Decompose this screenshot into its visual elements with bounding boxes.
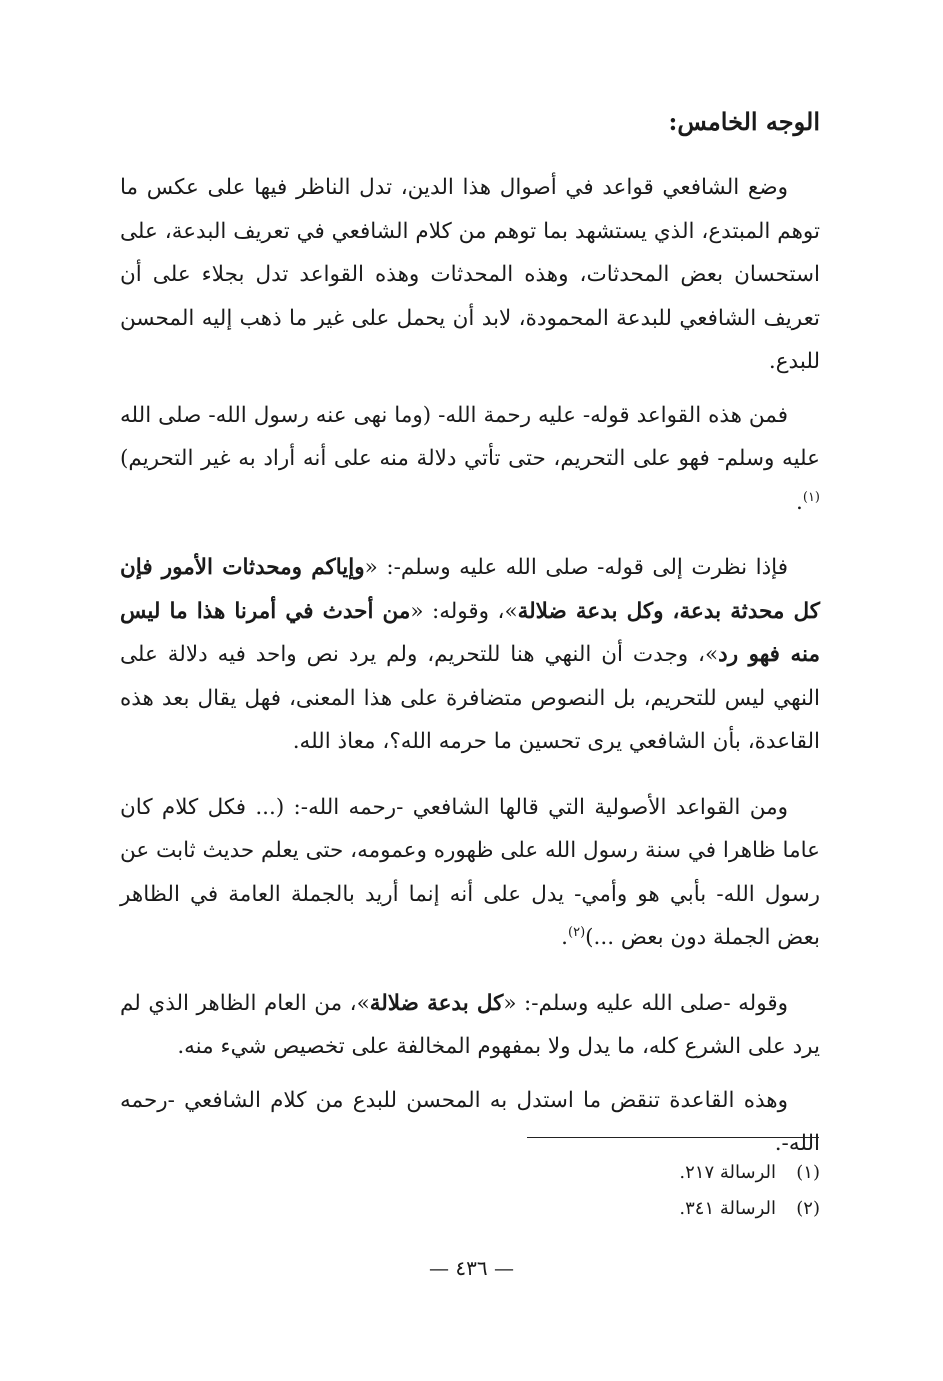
paragraph-2-text: فمن هذه القواعد قوله- عليه رحمة الله- (وما نهى عنه رسول الله- صلى الله عليه وسلم- فهو على التحريم، حتى تأتي دلالة منه على أنه أراد به غير التحريم) [120, 402, 820, 471]
paragraph-6: وهذه القاعدة تنقض ما استدل به المحسن للبدع من كلام الشافعي -رحمه الله-. [120, 1087, 820, 1156]
footnote-item [520, 1191, 820, 1227]
paragraph-4-end: . [561, 925, 569, 950]
paragraph-4-text: ومن القواعد الأصولية التي قالها الشافعي -رحمه الله-: (... فكل كلام كان عاما ظاهرا في سنة رسول الله على ظهوره وعمومه، حتى يعلم حديث ثابت عن رسول الله- بأبي هو وأمي- يدل على أنه إنما أريد بالجملة العامة في الظاهر بعض الجملة دون بعض ...) [120, 794, 820, 950]
paragraph-3-mid: »، وقوله: « [410, 598, 518, 624]
footnote-item [520, 1155, 820, 1191]
footnote-ref-1: (١) [802, 489, 820, 505]
paragraph-4 [120, 786, 820, 960]
paragraph-3-rest: »، وجدت أن النهي هنا للتحريم، ولم يرد نص واحد فيه دلالة على النهي ليس للتحريم، بل النصوص متضافرة على هذا المعنى، فهل يقال بعد هذه القاعدة، بأن الشافعي يرى تحسين ما حرمه الله؟، معاذ الله. [120, 642, 820, 754]
paragraph-3 [120, 546, 820, 764]
footnote-ref-2: (٢) [568, 924, 586, 940]
footnote-number: (١) [796, 1162, 820, 1183]
page-number: — ٤٣٦ — [429, 1256, 514, 1280]
paragraph-2-end: . [796, 489, 803, 515]
page-body [120, 100, 820, 1176]
footnote-divider [527, 1137, 819, 1138]
footnote-number: (٢) [796, 1198, 820, 1219]
hadith-quote-2: من أحدث في أمرنا هذا ما ليس منه فهو رد [120, 598, 820, 667]
paragraph-3-lead: فإذا نظرت إلى قوله- صلى الله عليه وسلم-: « [364, 555, 788, 580]
footnotes [520, 1155, 820, 1227]
hadith-quote-3: كل بدعة ضلالة [369, 990, 504, 1016]
footnote-text: الرسالة ٣٤١. [679, 1198, 776, 1219]
hadith-quote-1: وإياكم ومحدثات الأمور فإن كل محدثة بدعة، وكل بدعة ضلالة [120, 555, 821, 624]
paragraph-5-lead: وقوله -صلى الله عليه وسلم-: « [503, 990, 788, 1016]
footnote-text: الرسالة ٢١٧. [679, 1162, 776, 1183]
paragraph-2 [120, 394, 820, 525]
section-heading: الوجه الخامس: [668, 107, 820, 136]
paragraph-5 [120, 982, 820, 1069]
paragraph-5-rest: »، من العام الظاهر الذي لم يرد على الشرع كله، ما يدل ولا بمفهوم المخالفة على تخصيص شيء منه. [120, 990, 820, 1059]
paragraph-1: وضع الشافعي قواعد في أصوال هذا الدين، تدل الناظر فيها على عكس ما توهم المبتدع، الذي يستشهد بما توهم من كلام الشافعي في تعريف البدعة، على استحسان بعض المحدثات، وهذه المحدثات وهذه القواعد تدل بجلاء على أن تعريف الشافعي للبدعة المحمودة، لابد أن يحمل على غير ما ذهب إليه المحسن للبدع. [120, 175, 820, 374]
